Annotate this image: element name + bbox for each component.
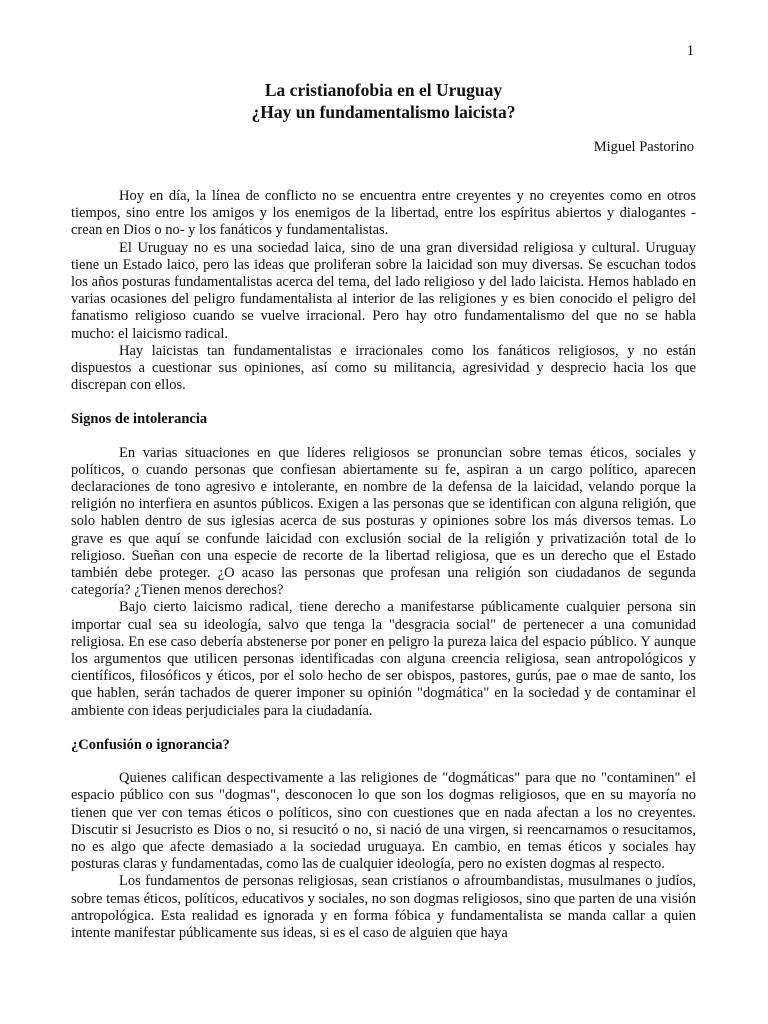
title-line-1: La cristianofobia en el Uruguay	[264, 80, 503, 100]
author-name: Miguel Pastorino	[593, 139, 694, 155]
section-heading-intolerancia: Signos de intolerancia	[71, 411, 208, 428]
section1-paragraph-2: Bajo cierto laicismo radical, tiene derecho a manifestarse públicamente cualquier persona sin importar cual sea su ideología, salvo que tenga la "desgracia social" de pertenecer a una comunidad religiosa. En ese caso debería abstenerse por poner en peligro la pureza laica del espacio público. Y aunque los argumentos que utilicen personas identificadas con alguna creencia religiosa, sean antropológicos y científicos, filosóficos y éticos, por el solo hecho de ser obispos, pastores, gurús, pae o mae de santo, los que hablen, serán tachados de querer imponer su opinión "dogmática" en la sociedad y de contaminar el ambiente con ideas perjudiciales para la ciudadanía.	[71, 599, 696, 719]
intro-paragraph-1: Hoy en día, la línea de conflicto no se encuentra entre creyentes y no creyentes como en otros tiempos, sino entre los amigos y los enemigos de la libertad, entre los espíritus abiertos y dialogantes -crean en Dios o no- y los fanáticos y fundamentalistas.	[71, 188, 696, 239]
document-title	[71, 79, 696, 123]
intro-paragraph-2: El Uruguay no es una sociedad laica, sino de una gran diversidad religiosa y cultural. Uruguay tiene un Estado laico, pero las ideas que proliferan sobre la laicidad son muy diversas. Se escuchan todos los años posturas fundamentalistas acerca del tema, del lado religioso y del lado laicista. Hemos hablado en varias ocasiones del peligro fundamentalista al interior de las religiones y es bien conocido el peligro del fanatismo religioso cuando se vuelve irracional. Pero hay otro fundamentalismo del que no se habla mucho: el laicismo radical.	[71, 239, 696, 342]
section1-paragraph-1: En varias situaciones en que líderes religiosos se pronuncian sobre temas éticos, sociales y políticos, o cuando personas que confiesan abiertamente su fe, aspiran a un cargo político, aparecen declaraciones de tono agresivo e intolerante, en nombre de la defensa de la laicidad, velando porque la religión no interfiera en asuntos públicos. Exigen a las personas que se identifican con alguna religión, que solo hablen dentro de sus iglesias acerca de sus posturas y opiniones sobre los más diversos temas. Lo grave es que aquí se confunde laicidad con exclusión social de la religión y privatización total de lo religioso. Sueñan con una especie de recorte de la libertad religiosa, que es un derecho que el Estado también debe proteger. ¿O acaso las personas que profesan una religión son ciudadanos de segunda categoría? ¿Tienen menos derechos?	[71, 444, 696, 599]
intro-paragraph-3: Hay laicistas tan fundamentalistas e irracionales como los fanáticos religiosos, y no están dispuestos a cuestionar sus opiniones, así como su militancia, agresividad y desprecio hacia los que discrepan con ellos.	[71, 342, 696, 394]
section2-paragraph-1: Quienes califican despectivamente a las religiones de "dogmáticas" para que no "contaminen" el espacio público con sus "dogmas", desconocen lo que son los dogmas religiosos, que en su mayoría no tienen que ver con temas éticos o políticos, sino con cuestiones que en nada afectan a los no creyentes. Discutir si Jesucristo es Dios o no, si resucitó o no, si nació de una virgen, si reencarnamos o resucitamos, no es algo que afecte demasiado a la sociedad uruguaya. En cambio, en temas éticos y sociales hay posturas claras y fundamentadas, como las de cualquier ideología, pero no existen dogmas al respecto.	[71, 770, 696, 873]
title-line-2: ¿Hay un fundamentalismo laicista?	[251, 102, 516, 122]
section-heading-confusion: ¿Confusión o ignorancia?	[71, 736, 230, 753]
article-body	[71, 188, 696, 942]
section2-paragraph-2: Los fundamentos de personas religiosas, sean cristianos o afroumbandistas, musulmanes o judíos, sobre temas éticos, políticos, educativos y sociales, no son dogmas religiosos, sino que parten de una visión antropológica. Esta realidad es ignorada y en forma fóbica y fundamentalista se manda callar a quien intente manifestar públicamente sus ideas, si es el caso de alguien que haya	[71, 873, 696, 941]
document-page	[71, 0, 696, 1024]
page-number: 1	[686, 43, 694, 59]
